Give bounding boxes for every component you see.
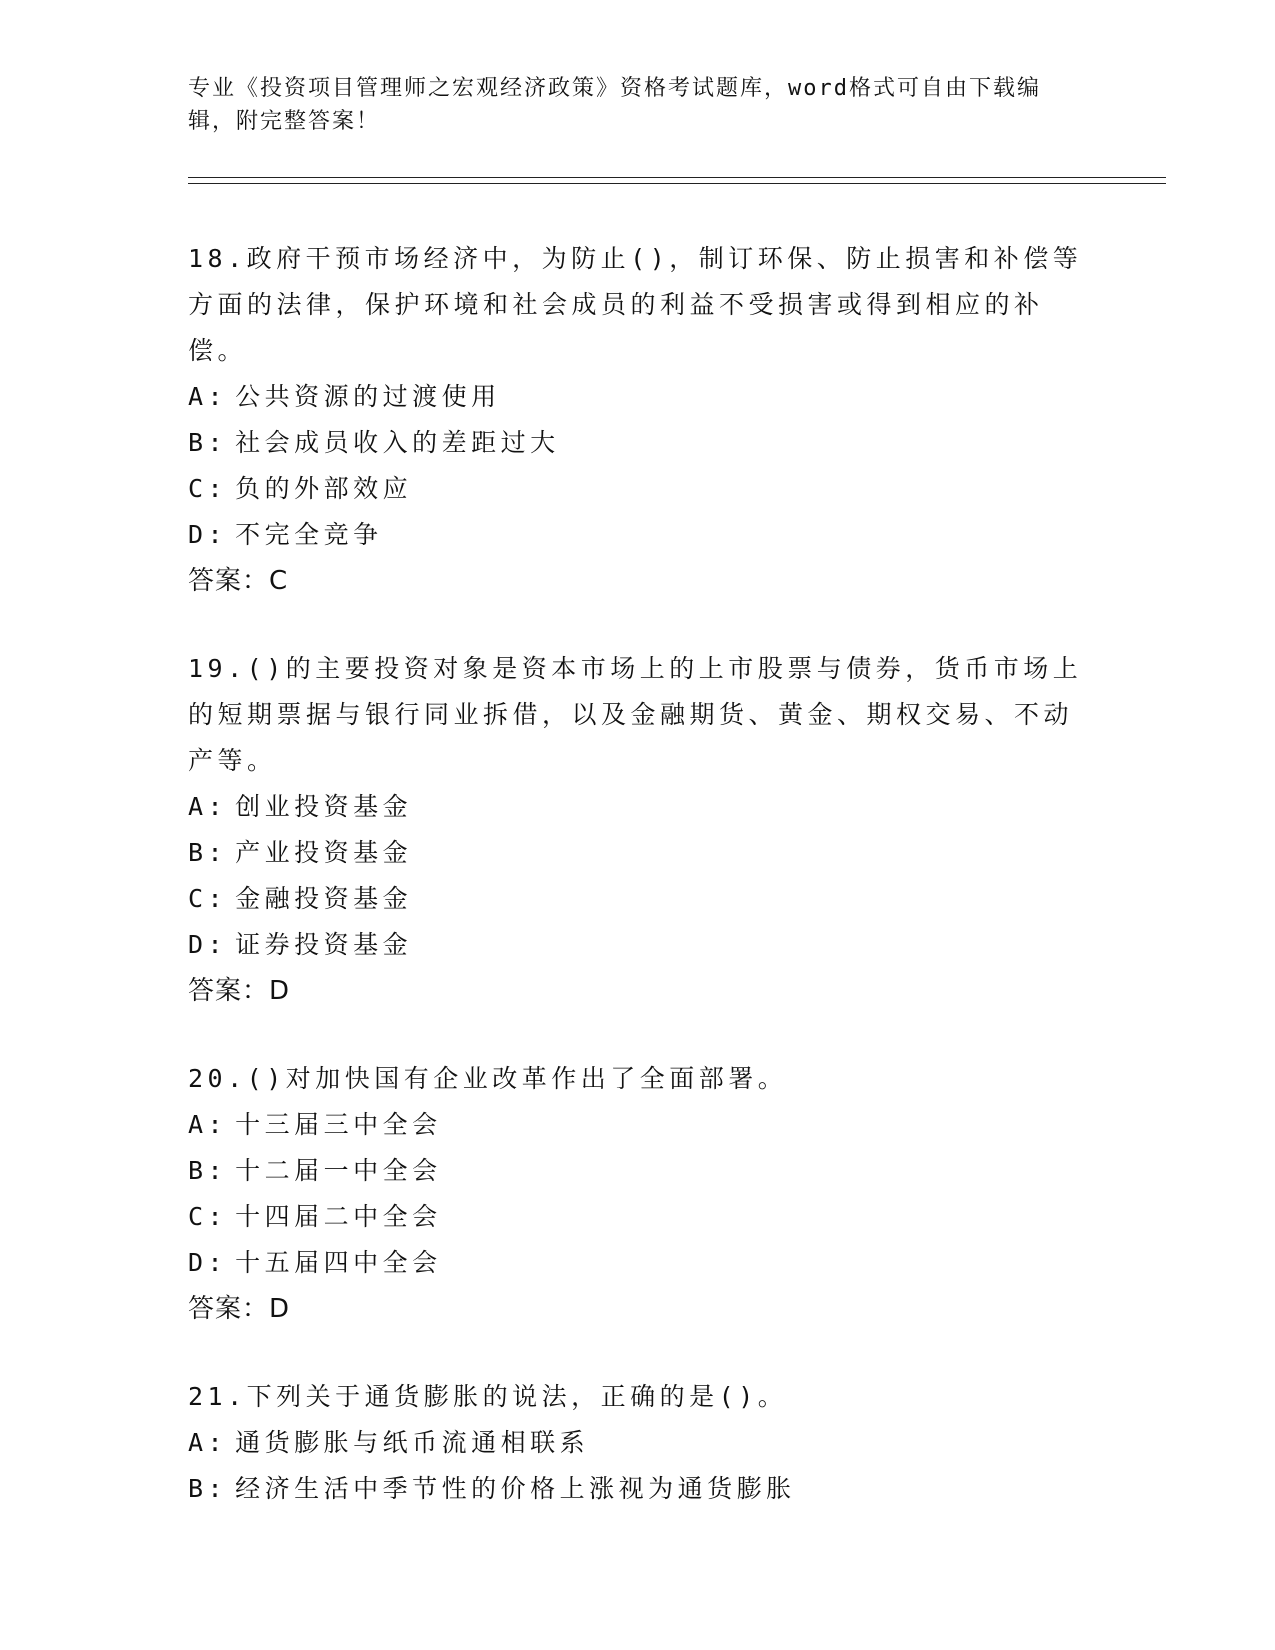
option-key: C: — [188, 1202, 228, 1231]
option-text: 产业投资基金 — [235, 838, 413, 867]
option-key: B: — [188, 428, 228, 457]
option-b — [188, 830, 1088, 876]
answer-line: 答案：C — [188, 566, 289, 596]
option-text: 负的外部效应 — [235, 474, 413, 503]
option-key: A: — [188, 1110, 228, 1139]
option-key: D: — [188, 1248, 228, 1277]
option-b — [188, 1148, 1088, 1194]
option-key: B: — [188, 1474, 228, 1503]
question-18 — [188, 236, 1088, 604]
option-text: 十二届一中全会 — [235, 1156, 442, 1185]
document-header: 专业《投资项目管理师之宏观经济政策》资格考试题库，word格式可自由下载编辑，附完整答案！ — [188, 76, 1041, 134]
option-key: A: — [188, 1428, 228, 1457]
option-d — [188, 1240, 1088, 1286]
answer-line: 答案：D — [188, 1294, 291, 1324]
option-key: A: — [188, 382, 228, 411]
question-21 — [188, 1374, 1088, 1512]
question-stem: 19.()的主要投资对象是资本市场上的上市股票与债券，货币市场上的短期票据与银行同业拆借，以及金融期货、黄金、期权交易、不动产等。 — [188, 654, 1083, 775]
option-text: 创业投资基金 — [235, 792, 413, 821]
option-d — [188, 922, 1088, 968]
question-19 — [188, 646, 1088, 1014]
option-text: 经济生活中季节性的价格上涨视为通货膨胀 — [235, 1474, 796, 1503]
question-stem: 18.政府干预市场经济中，为防止()，制订环保、防止损害和补偿等方面的法律，保护环境和社会成员的利益不受损害或得到相应的补偿。 — [188, 244, 1083, 365]
option-c — [188, 876, 1088, 922]
option-key: D: — [188, 930, 228, 959]
option-a — [188, 1420, 1088, 1466]
option-key: C: — [188, 884, 228, 913]
option-text: 十三届三中全会 — [235, 1110, 442, 1139]
option-key: A: — [188, 792, 228, 821]
option-b — [188, 1466, 1088, 1512]
option-key: B: — [188, 1156, 228, 1185]
option-text: 十五届四中全会 — [235, 1248, 442, 1277]
option-text: 证券投资基金 — [235, 930, 413, 959]
answer-line: 答案：D — [188, 976, 291, 1006]
option-key: C: — [188, 474, 228, 503]
option-text: 金融投资基金 — [235, 884, 413, 913]
option-text: 通货膨胀与纸币流通相联系 — [235, 1428, 590, 1457]
option-text: 社会成员收入的差距过大 — [235, 428, 560, 457]
question-20 — [188, 1056, 1088, 1332]
option-a — [188, 1102, 1088, 1148]
option-text: 十四届二中全会 — [235, 1202, 442, 1231]
question-stem: 20.()对加快国有企业改革作出了全面部署。 — [188, 1064, 788, 1093]
option-a — [188, 784, 1088, 830]
header-divider-bottom — [188, 183, 1166, 184]
option-c — [188, 466, 1088, 512]
header-divider-top — [188, 177, 1166, 178]
option-a — [188, 374, 1088, 420]
option-key: D: — [188, 520, 228, 549]
option-d — [188, 512, 1088, 558]
option-text: 公共资源的过渡使用 — [235, 382, 501, 411]
option-key: B: — [188, 838, 228, 867]
option-text: 不完全竞争 — [235, 520, 383, 549]
option-c — [188, 1194, 1088, 1240]
option-b — [188, 420, 1088, 466]
question-stem: 21.下列关于通货膨胀的说法，正确的是()。 — [188, 1382, 788, 1411]
question-list — [188, 236, 1088, 1554]
